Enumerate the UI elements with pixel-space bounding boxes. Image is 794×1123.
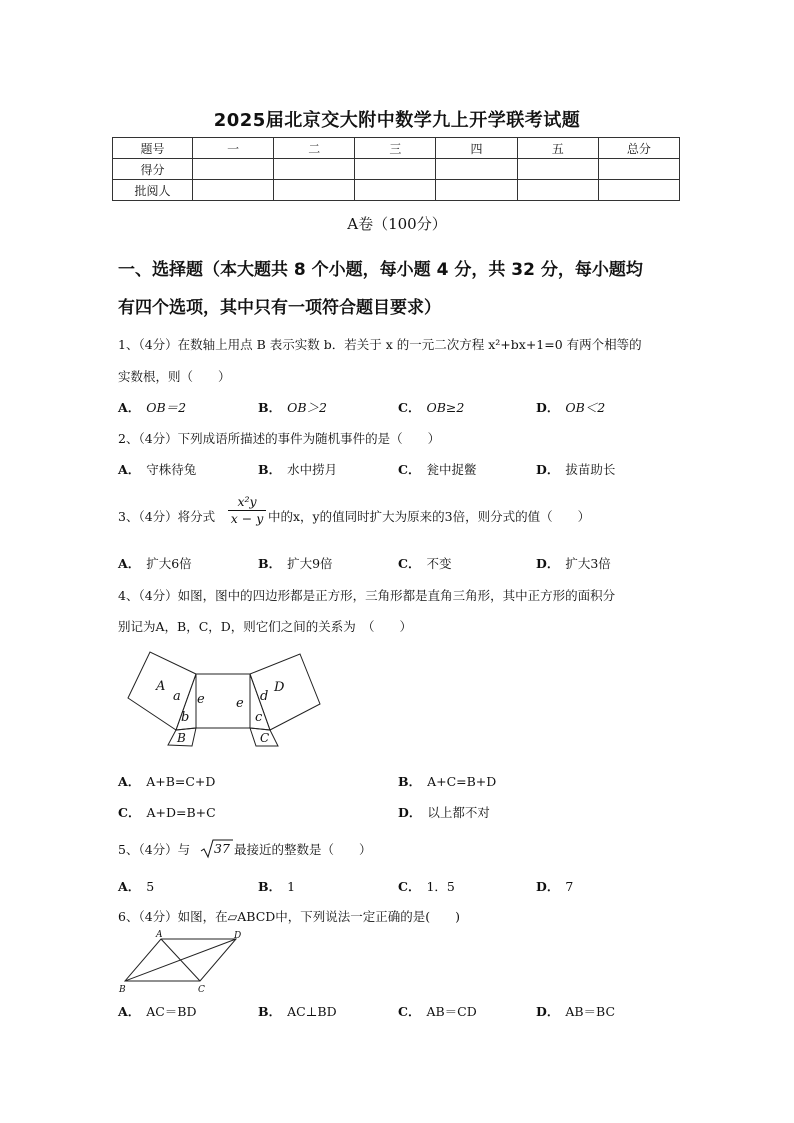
q4-line2: 别记为A，B，C，D，则它们之间的关系为 （ ）	[118, 619, 413, 634]
label-a-side: a	[173, 689, 181, 704]
q2-option-b[interactable]: B． 水中捞月	[258, 462, 338, 477]
q6-option-d[interactable]: D． AB＝BC	[536, 1004, 616, 1019]
q4-squares-figure	[120, 648, 330, 748]
table-cell[interactable]	[355, 180, 436, 201]
label-d-side: d	[260, 689, 269, 704]
table-row	[113, 180, 680, 201]
table-cell: 批阅人	[113, 180, 193, 201]
table-cell: 一	[193, 138, 274, 159]
table-cell[interactable]	[436, 159, 517, 180]
label-b-square: B	[177, 731, 186, 745]
label-c-side: c	[255, 710, 263, 725]
q5-option-d[interactable]: D． 7	[536, 879, 574, 894]
q2-option-d[interactable]: D． 拔苗助长	[536, 462, 616, 477]
vertex-b: B	[119, 985, 126, 995]
q5-option-a[interactable]: A． 5	[118, 879, 155, 894]
fraction-numerator: x²y	[228, 494, 266, 511]
score-table	[112, 137, 680, 201]
q3-option-a[interactable]: A． 扩大6倍	[118, 556, 192, 571]
table-cell[interactable]	[274, 180, 355, 201]
table-cell: 二	[274, 138, 355, 159]
table-cell[interactable]	[517, 159, 598, 180]
q2-option-c[interactable]: C． 瓮中捉鳖	[398, 462, 477, 477]
q1-option-a[interactable]: A． OB＝2	[118, 400, 187, 415]
q4-option-b[interactable]: B． A+C=B+D	[398, 774, 497, 789]
table-cell: 三	[355, 138, 436, 159]
q1-option-c[interactable]: C． OB≥2	[398, 400, 465, 415]
q6-parallelogram-figure	[116, 929, 246, 995]
q3-option-c[interactable]: C． 不变	[398, 556, 452, 571]
q5-suffix: 最接近的整数是（ ）	[234, 842, 372, 857]
sqrt-radicand: 37	[214, 841, 230, 856]
q3-suffix: 中的x，y的值同时扩大为原来的3倍，则分式的值（ ）	[268, 509, 591, 524]
table-cell[interactable]	[193, 159, 274, 180]
label-b-side: b	[181, 710, 190, 725]
q1-option-b[interactable]: B． OB＞2	[258, 400, 327, 415]
q5-option-c[interactable]: C． 1．5	[398, 879, 455, 894]
q6-text: 6、（4分）如图，在▱ABCD中，下列说法一定正确的是( )	[118, 909, 461, 924]
q4-line1: 4、（4分）如图，图中的四边形都是正方形，三角形都是直角三角形，其中正方形的面积分	[118, 588, 616, 603]
q5-prefix: 5、（4分）与	[118, 842, 191, 857]
section1-line2: 有四个选项，其中只有一项符合题目要求）	[118, 298, 441, 318]
section1-line1: 一、选择题（本大题共 8 个小题，每小题 4 分，共 32 分，每小题均	[118, 260, 643, 280]
table-cell[interactable]	[274, 159, 355, 180]
q1-line2: 实数根，则（ ）	[118, 369, 231, 384]
diagonal-bd	[125, 939, 236, 981]
table-cell[interactable]	[355, 159, 436, 180]
table-cell[interactable]	[598, 159, 679, 180]
table-row	[113, 159, 680, 180]
exam-title: 2025届北京交大附中数学九上开学联考试题	[213, 110, 581, 131]
q3-fraction	[228, 494, 266, 526]
q4-option-c[interactable]: C． A+D=B+C	[118, 805, 216, 820]
label-e-left: e	[197, 692, 205, 707]
q3-option-b[interactable]: B． 扩大9倍	[258, 556, 333, 571]
table-row	[113, 138, 680, 159]
q2-text: 2、（4分）下列成语所描述的事件为随机事件的是（ ）	[118, 431, 441, 446]
vertex-a: A	[156, 930, 163, 940]
label-e-right: e	[236, 696, 244, 711]
q2-option-a[interactable]: A． 守株待兔	[118, 462, 197, 477]
vertex-c: C	[198, 985, 205, 995]
table-cell: 得分	[113, 159, 193, 180]
fraction-denominator: x − y	[230, 511, 264, 526]
label-d-square: D	[274, 680, 285, 695]
table-cell: 总分	[598, 138, 679, 159]
q3-prefix: 3、（4分）将分式	[118, 509, 216, 524]
table-cell: 四	[436, 138, 517, 159]
table-cell[interactable]	[517, 180, 598, 201]
q1-line1: 1、（4分）在数轴上用点 B 表示实数 b．若关于 x 的一元二次方程 x²+bx+1=0 有两个相等的	[118, 337, 642, 352]
q4-option-a[interactable]: A． A+B=C+D	[118, 774, 216, 789]
q6-option-b[interactable]: B． AC⊥BD	[258, 1004, 337, 1019]
label-c-square: C	[260, 731, 270, 745]
table-cell: 五	[517, 138, 598, 159]
table-cell[interactable]	[598, 180, 679, 201]
q5-option-b[interactable]: B． 1	[258, 879, 296, 894]
q3-option-d[interactable]: D． 扩大3倍	[536, 556, 611, 571]
table-cell[interactable]	[436, 180, 517, 201]
q1-option-d[interactable]: D． OB＜2	[536, 400, 606, 415]
q6-option-a[interactable]: A． AC＝BD	[118, 1004, 197, 1019]
q4-option-d[interactable]: D． 以上都不对	[398, 805, 490, 820]
label-a-square: A	[156, 679, 166, 694]
section-heading-a: A卷（100分）	[347, 215, 447, 233]
table-cell[interactable]	[193, 180, 274, 201]
q6-option-c[interactable]: C． AB＝CD	[398, 1004, 477, 1019]
vertex-d: D	[234, 931, 242, 941]
table-cell: 题号	[113, 138, 193, 159]
